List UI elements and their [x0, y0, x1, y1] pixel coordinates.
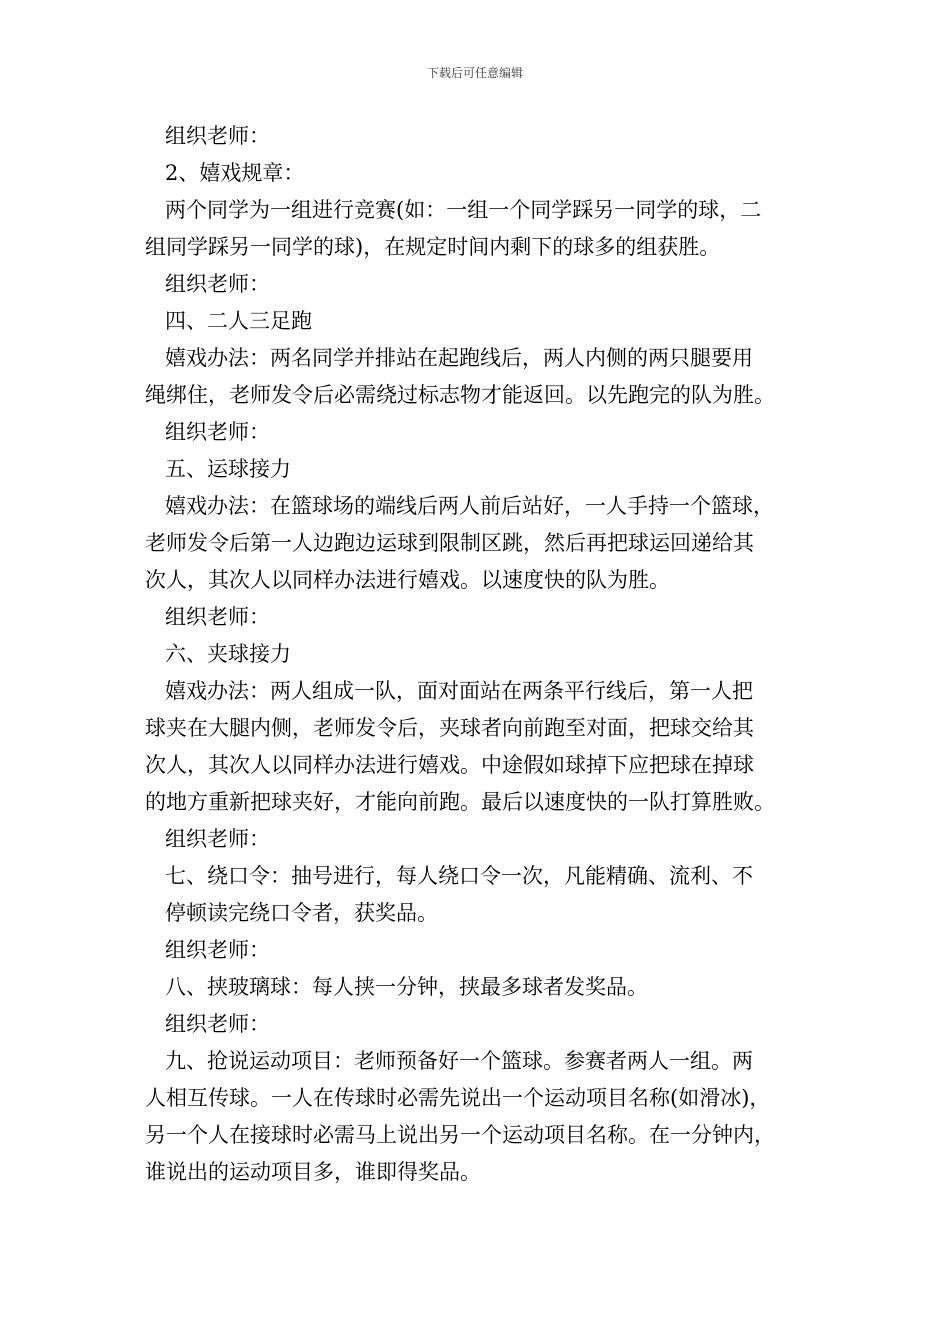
text-line: 另一个人在接球时必需马上说出另一个运动项目名称。在一分钟内，: [145, 1123, 775, 1147]
text-line: 停顿读完绕口令者，获奖品。: [165, 901, 438, 925]
text-line: 两个同学为一组进行竞赛(如：一组一个同学踩另一同学的球，二: [165, 198, 762, 222]
text-line: 谁说出的运动项目多，谁即得奖品。: [145, 1160, 481, 1184]
text-line: 组织老师：: [165, 124, 270, 148]
text-line: 绳绑住，老师发令后必需绕过标志物才能返回。以先跑完的队为胜。: [145, 383, 775, 407]
text-line: 组织老师：: [165, 605, 270, 629]
text-line: 嬉戏办法：两人组成一队，面对面站在两条平行线后，第一人把: [165, 679, 753, 703]
text-line: 四、二人三足跑: [165, 309, 312, 333]
text-line: 五、运球接力: [165, 457, 291, 481]
text-line: 嬉戏办法：在篮球场的端线后两人前后站好，一人手持一个篮球，: [165, 494, 774, 518]
text-line: 嬉戏办法：两名同学并排站在起跑线后，两人内侧的两只腿要用: [165, 346, 753, 370]
text-line: 七、绕口令：抽号进行，每人绕口令一次，凡能精确、流利、不: [165, 864, 753, 888]
text-line: 组织老师：: [165, 938, 270, 962]
text-line: 六、夹球接力: [165, 642, 291, 666]
text-line: 的地方重新把球夹好，才能向前跑。最后以速度快的一队打算胜败。: [145, 790, 775, 814]
text-line: 八、挟玻璃球：每人挟一分钟，挟最多球者发奖品。: [165, 975, 648, 999]
page-header: 下载后可任意编辑: [426, 66, 523, 80]
text-line: 组织老师：: [165, 420, 270, 444]
text-line: 2、嬉戏规章：: [165, 161, 305, 185]
text-line: 组织老师：: [165, 827, 270, 851]
text-line: 组织老师：: [165, 1012, 270, 1036]
text-line: 组织老师：: [165, 272, 270, 296]
text-line: 球夹在大腿内侧，老师发令后，夹球者向前跑至对面，把球交给其: [145, 716, 754, 740]
text-line: 老师发令后第一人边跑边运球到限制区跳，然后再把球运回递给其: [145, 531, 754, 555]
text-line: 组同学踩另一同学的球)，在规定时间内剩下的球多的组获胜。: [145, 235, 721, 259]
text-line: 次人，其次人以同样办法进行嬉戏。中途假如球掉下应把球在掉球: [145, 753, 754, 777]
text-line: 次人，其次人以同样办法进行嬉戏。以速度快的队为胜。: [145, 568, 670, 592]
text-line: 九、抢说运动项目：老师预备好一个篮球。参赛者两人一组。两: [165, 1049, 753, 1073]
text-line: 人相互传球。一人在传球时必需先说出一个运动项目名称(如滑冰)，: [145, 1086, 771, 1110]
